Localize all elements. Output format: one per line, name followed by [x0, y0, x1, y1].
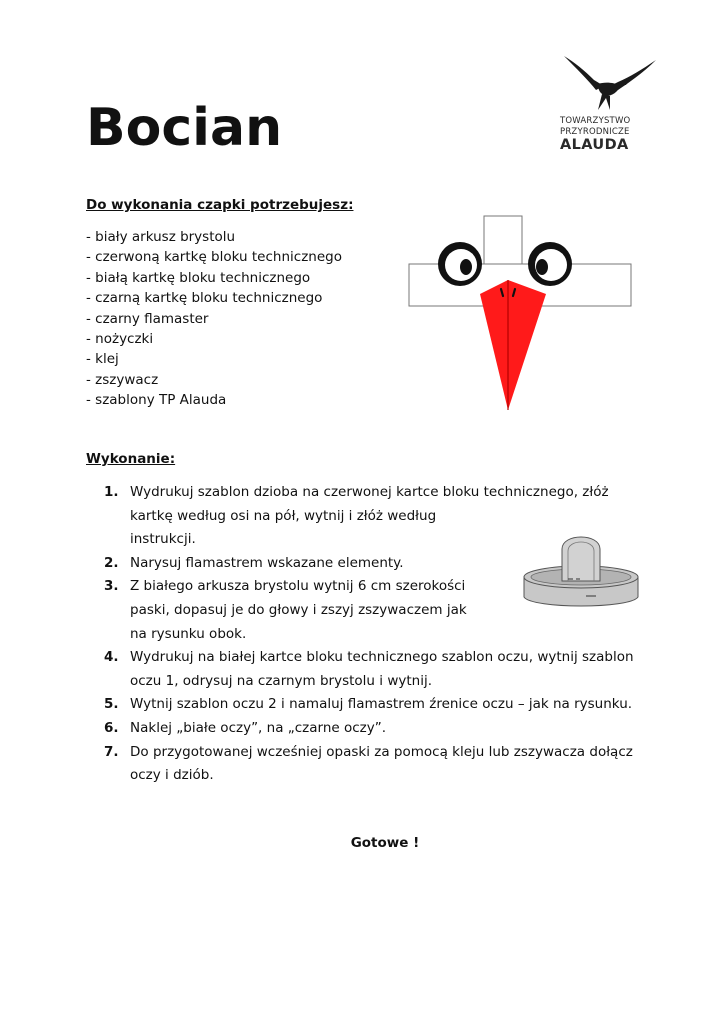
list-item: - biały arkusz brystolu: [86, 229, 236, 245]
step-text: oczy i dziób.: [130, 767, 214, 784]
right-eye-icon: [528, 242, 572, 286]
step-text: Z białego arkusza brystolu wytnij 6 cm szerokości: [130, 578, 466, 595]
list-item: - czarny flamaster: [86, 310, 209, 327]
beak-icon: [480, 280, 546, 410]
step-number: 4.: [104, 649, 119, 666]
logo: [548, 50, 668, 158]
page-title: Bocian: [86, 98, 283, 158]
list-item: - szablony TP Alauda: [86, 392, 227, 409]
logo-line-3: ALAUDA: [560, 137, 629, 153]
list-item: - klej: [86, 351, 119, 368]
stork-hat-illustration: [400, 206, 640, 416]
logo-line-1: TOWARZYSTWO: [560, 116, 631, 126]
headband-illustration: [518, 533, 644, 615]
step-text: instrukcji.: [130, 531, 196, 548]
left-eye-icon: [438, 242, 482, 286]
step-6: [104, 717, 664, 741]
instructions-heading: Wykonanie:: [86, 451, 176, 467]
step-number: 6.: [104, 719, 119, 736]
step-number: 5.: [104, 696, 119, 713]
step-4: [104, 646, 664, 693]
step-text: Narysuj flamastrem wskazane elementy.: [130, 554, 404, 571]
step-text: Wydrukuj szablon dzioba na czerwonej kartce bloku technicznego, złóż: [130, 484, 609, 500]
step-text: kartkę według osi na pół, wytnij i złóż według: [130, 507, 437, 524]
step-text: na rysunku obok.: [130, 625, 247, 642]
step-number: 2.: [104, 554, 119, 571]
steps-list: [104, 481, 664, 788]
step-text: Do przygotowanej wcześniej opaski za pomocą kleju lub zszywacza dołącz: [130, 743, 633, 760]
materials-heading: Do wykonania czapki potrzebujesz:: [86, 197, 354, 213]
list-item: - nożyczki: [86, 330, 154, 347]
step-7: [104, 741, 664, 788]
step-text: oczu 1, odrysuj na czarnym brystolu i wytnij.: [130, 672, 432, 689]
list-item: - czarną kartkę bloku technicznego: [86, 290, 323, 307]
step-text: Naklej „białe oczy”, na „czarne oczy”.: [130, 719, 387, 736]
materials-list: [86, 227, 342, 411]
bird-in-flight-icon: [548, 50, 668, 114]
list-item: - białą kartkę bloku technicznego: [86, 269, 311, 286]
step-number: 1.: [104, 484, 119, 500]
list-item: - czerwoną kartkę bloku technicznego: [86, 249, 342, 266]
step-number: 7.: [104, 743, 119, 760]
list-item: - zszywacz: [86, 371, 159, 388]
step-text: Wydrukuj na białej kartce bloku technicznego szablon oczu, wytnij szablon: [130, 649, 634, 666]
step-text: paski, dopasuj je do głowy i zszyj zszywaczem jak: [130, 601, 467, 618]
logo-line-2: PRZYRODNICZE: [560, 127, 630, 137]
step-number: 3.: [104, 578, 119, 595]
step-5: [104, 693, 664, 717]
closing-text: Gotowe !: [350, 835, 420, 851]
step-text: Wytnij szablon oczu 2 i namaluj flamastrem źrenice oczu – jak na rysunku.: [130, 696, 633, 713]
